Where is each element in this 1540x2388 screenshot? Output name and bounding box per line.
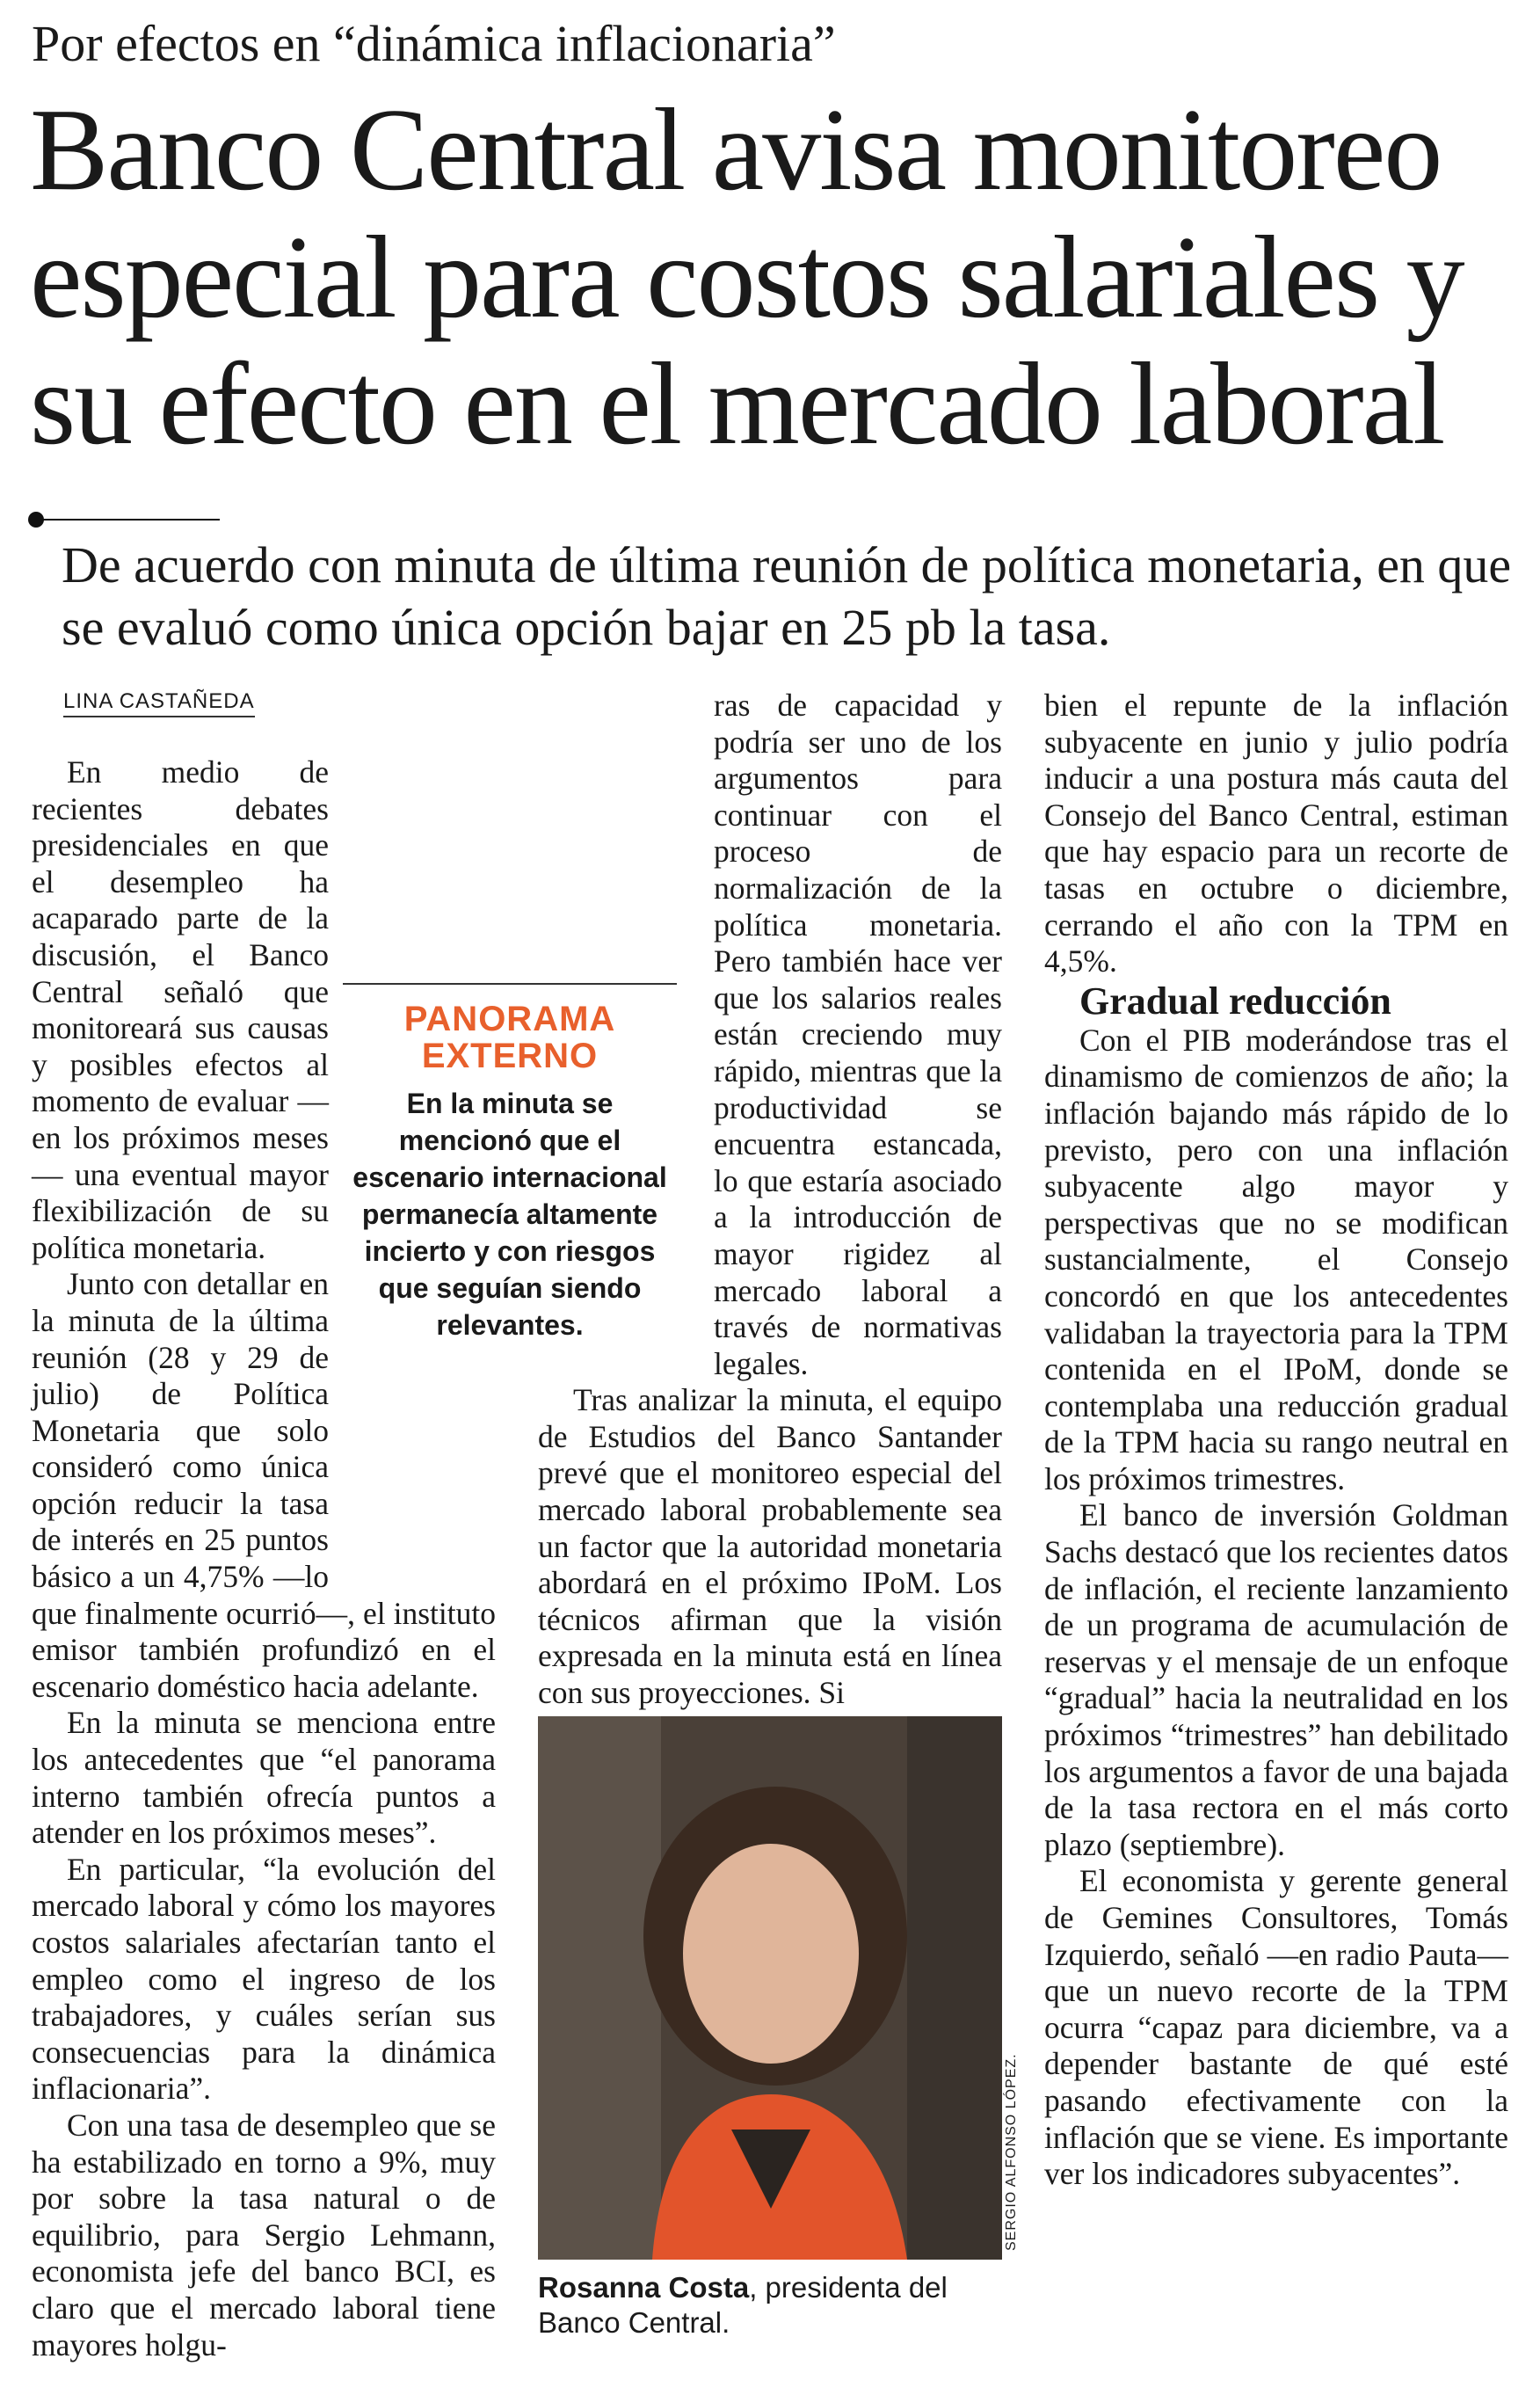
headline: Banco Central avisa monitoreo especial para costos salariales y su efecto en el mercado laboral: [30, 84, 1464, 470]
byline: LINA CASTAÑEDA: [63, 689, 255, 717]
paragraph: Con el PIB moderándose tras el dinamismo de comienzos de año; la inflación bajando más rápido de lo previsto, pero con una inflación subyacente algo mayor y perspectivas que no se modifican sustancialmente, el Consejo concordó en que los antecedentes validaban la trayectoria para la TPM contenida en el IPoM, donde se contemplaba una reducción gradual de la TPM hacia su rango neutral en los próximos trimestres.: [1044, 1022, 1508, 1496]
photo-credit: SERGIO ALFONSO LÓPEZ.: [1004, 2053, 1019, 2251]
dek: De acuerdo con minuta de última reunión de política monetaria, en que se evaluó como única opción bajar en 25 pb la tasa.: [62, 536, 1512, 656]
portrait-photo: [538, 1716, 1002, 2260]
subheading: Gradual reducción: [1079, 979, 1391, 1023]
paragraph: ras de capacidad y podría ser uno de los argumentos para continuar con el proceso de normalización de la política monetaria. Pero también hace ver que los salarios reales están creciendo muy rápido, mientras que la productividad se encuentra estancada, lo que estaría asociado a la introducción de mayor rigidez al mercado laboral a través de normativas legales.: [714, 688, 1002, 1381]
photo-caption: [538, 2270, 1013, 2341]
callout-body: En la minuta se mencionó que el escenario internacional permanecía altamente incierto y con riesgos que seguían siendo relevantes.: [352, 1088, 667, 1341]
paragraph: En medio de recientes debates presidenciales en que el desempleo ha acaparado parte de la discusión, el Banco Central señaló que monitoreará sus causas y posibles efectos al momento de evaluar —en los próximos meses— una eventual mayor flexibilización de su política monetaria.: [32, 754, 329, 1265]
kicker: Por efectos en “dinámica inflacionaria”: [32, 15, 836, 72]
paragraph: El economista y gerente general de Gemines Consultores, Tomás Izquierdo, señaló —en radio Pauta— que un nuevo recorte de la TPM ocurra “capaz para diciembre, va a depender bastante de qué esté pasando efectivamente con la inflación que se viene. Es importante ver los indicadores subyacentes”.: [1044, 1863, 1508, 2192]
paragraph: bien el repunte de la inflación subyacente en junio y julio podría inducir a una postura más cauta del Consejo del Banco Central, estiman que hay espacio para un recorte de tasas en octubre o diciembre, cerrando el año con la TPM en 4,5%.: [1044, 688, 1508, 979]
paragraph: El banco de inversión Goldman Sachs destacó que los recientes datos de inflación, el reciente lanzamiento de un programa de acumulación de reservas y el mensaje de un enfoque “gradual” hacia la neutralidad en los próximos “trimestres” han debilitado los argumentos a favor de una bajada de la tasa rectora en el más corto plazo (septiembre).: [1044, 1497, 1508, 1862]
caption-name: Rosanna Costa: [538, 2271, 750, 2304]
sidebar-callout: [343, 983, 677, 1343]
paragraph: Con una tasa de desempleo que se ha estabilizado en torno a 9%, muy por sobre la tasa natural o de equilibrio, para Sergio Lehmann, economista jefe del banco BCI, es claro que el mercado laboral tiene mayores holgu-: [32, 2107, 496, 2363]
callout-title: PANORAMA EXTERNO: [403, 1000, 616, 1075]
paragraph: Junto con detallar en la minuta de la última reunión (28 y 29 de julio) de Política Monetaria que solo consideró como única opción reducir la tasa de interés en 25 puntos básico a un 4,75% —lo que finalmente ocurrió—, el instituto emisor también profundizó en el escenario doméstico hacia adelante.: [32, 1266, 496, 1704]
paragraph: Tras analizar la minuta, el equipo de Estudios del Banco Santander prevé que el monitoreo especial del mercado laboral probablemente sea un factor que la autoridad monetaria abordará en el próximo IPoM. Los técnicos afirman que la visión expresada en la minuta está en línea con sus proyecciones. Si: [538, 1382, 1002, 1711]
caption-text: , presidenta del Banco Central.: [538, 2271, 948, 2339]
rule-line: [35, 519, 220, 521]
paragraph: En particular, “la evolución del mercado laboral y cómo los mayores costos salariales afectarían tanto el empleo como el ingreso de los trabajadores, y cuáles serían sus consecuencias para la dinámica inflacionaria”.: [32, 1851, 496, 2107]
column-3: [1044, 688, 1508, 2193]
paragraph: En la minuta se menciona entre los antecedentes que “el panorama interno también ofrecía puntos a atender en los próximos meses”.: [32, 1705, 496, 1851]
